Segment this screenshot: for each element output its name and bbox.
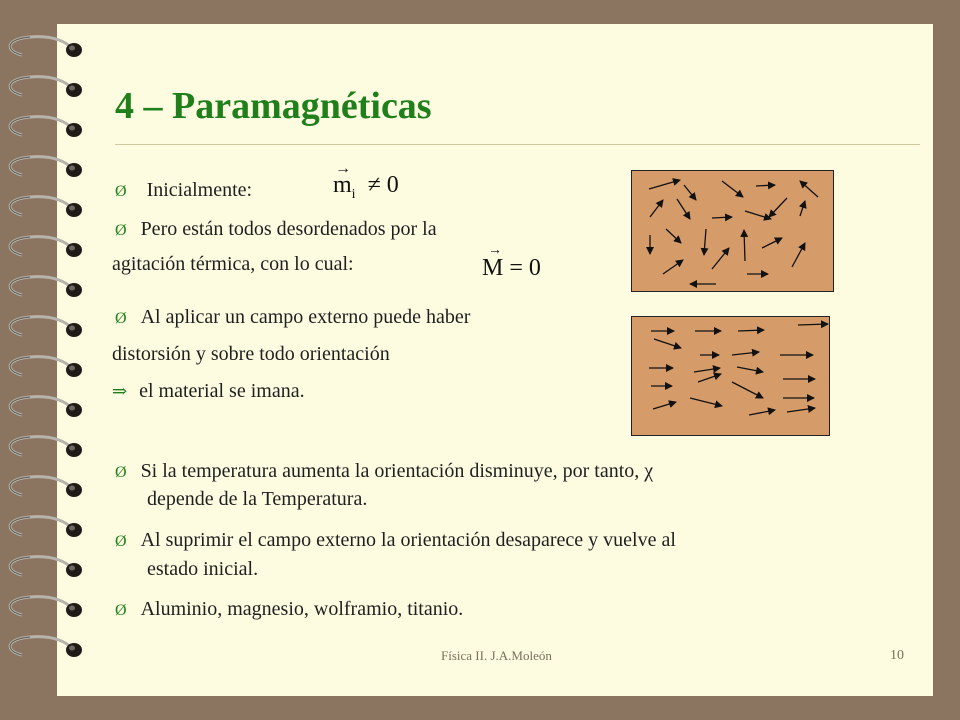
formula-M: → M = 0	[482, 243, 541, 281]
bullet-initially-text: Inicialmente:	[146, 179, 253, 201]
disordered-moments-diagram	[631, 170, 834, 292]
bullet-initially	[115, 177, 252, 205]
oriented-moments-diagram	[631, 316, 830, 436]
bullet-disordered-line2: agitación térmica, con lo cual:	[112, 253, 354, 275]
implies-icon: ⇒	[112, 381, 128, 401]
bullet-temperature: Ø Si la temperatura aumenta la orientación disminuye, por tanto, χ	[115, 460, 654, 482]
page-number: 10	[890, 648, 904, 663]
formula-mi: → $m_i \ne 0$	[333, 160, 399, 202]
bullet-disordered: Ø Pero están todos desordenados por la	[115, 218, 437, 240]
arrow-bullet-icon: Ø	[115, 533, 127, 550]
bullet-temperature-line2: depende de la Temperatura.	[147, 488, 368, 510]
footer-author: Física II. J.A.Moleón	[441, 648, 552, 663]
bullet-examples: Ø Aluminio, magnesio, wolframio, titanio.	[115, 598, 464, 620]
bullet-field-line2: distorsión y sobre todo orientación	[112, 343, 390, 365]
title-divider	[115, 144, 920, 145]
bullet-field: Ø Al aplicar un campo externo puede haber	[115, 306, 471, 328]
bullet-field-line3: ⇒ el material se imana.	[112, 380, 305, 402]
spiral-binding	[0, 0, 110, 720]
bullet-suppress: Ø Al suprimir el campo externo la orientación desaparece y vuelve al	[115, 529, 676, 551]
vector-arrow-icon: →	[488, 243, 502, 258]
arrow-bullet-icon: Ø	[115, 310, 127, 327]
vector-arrow-icon: →	[335, 160, 351, 177]
slide-title: 4 – Paramagnéticas	[115, 85, 432, 127]
arrow-bullet-icon: Ø	[115, 464, 127, 481]
arrow-bullet-icon: Ø	[115, 222, 127, 239]
arrow-bullet-icon: Ø	[115, 183, 127, 200]
bullet-suppress-line2: estado inicial.	[147, 558, 259, 580]
arrow-bullet-icon: Ø	[115, 602, 127, 619]
